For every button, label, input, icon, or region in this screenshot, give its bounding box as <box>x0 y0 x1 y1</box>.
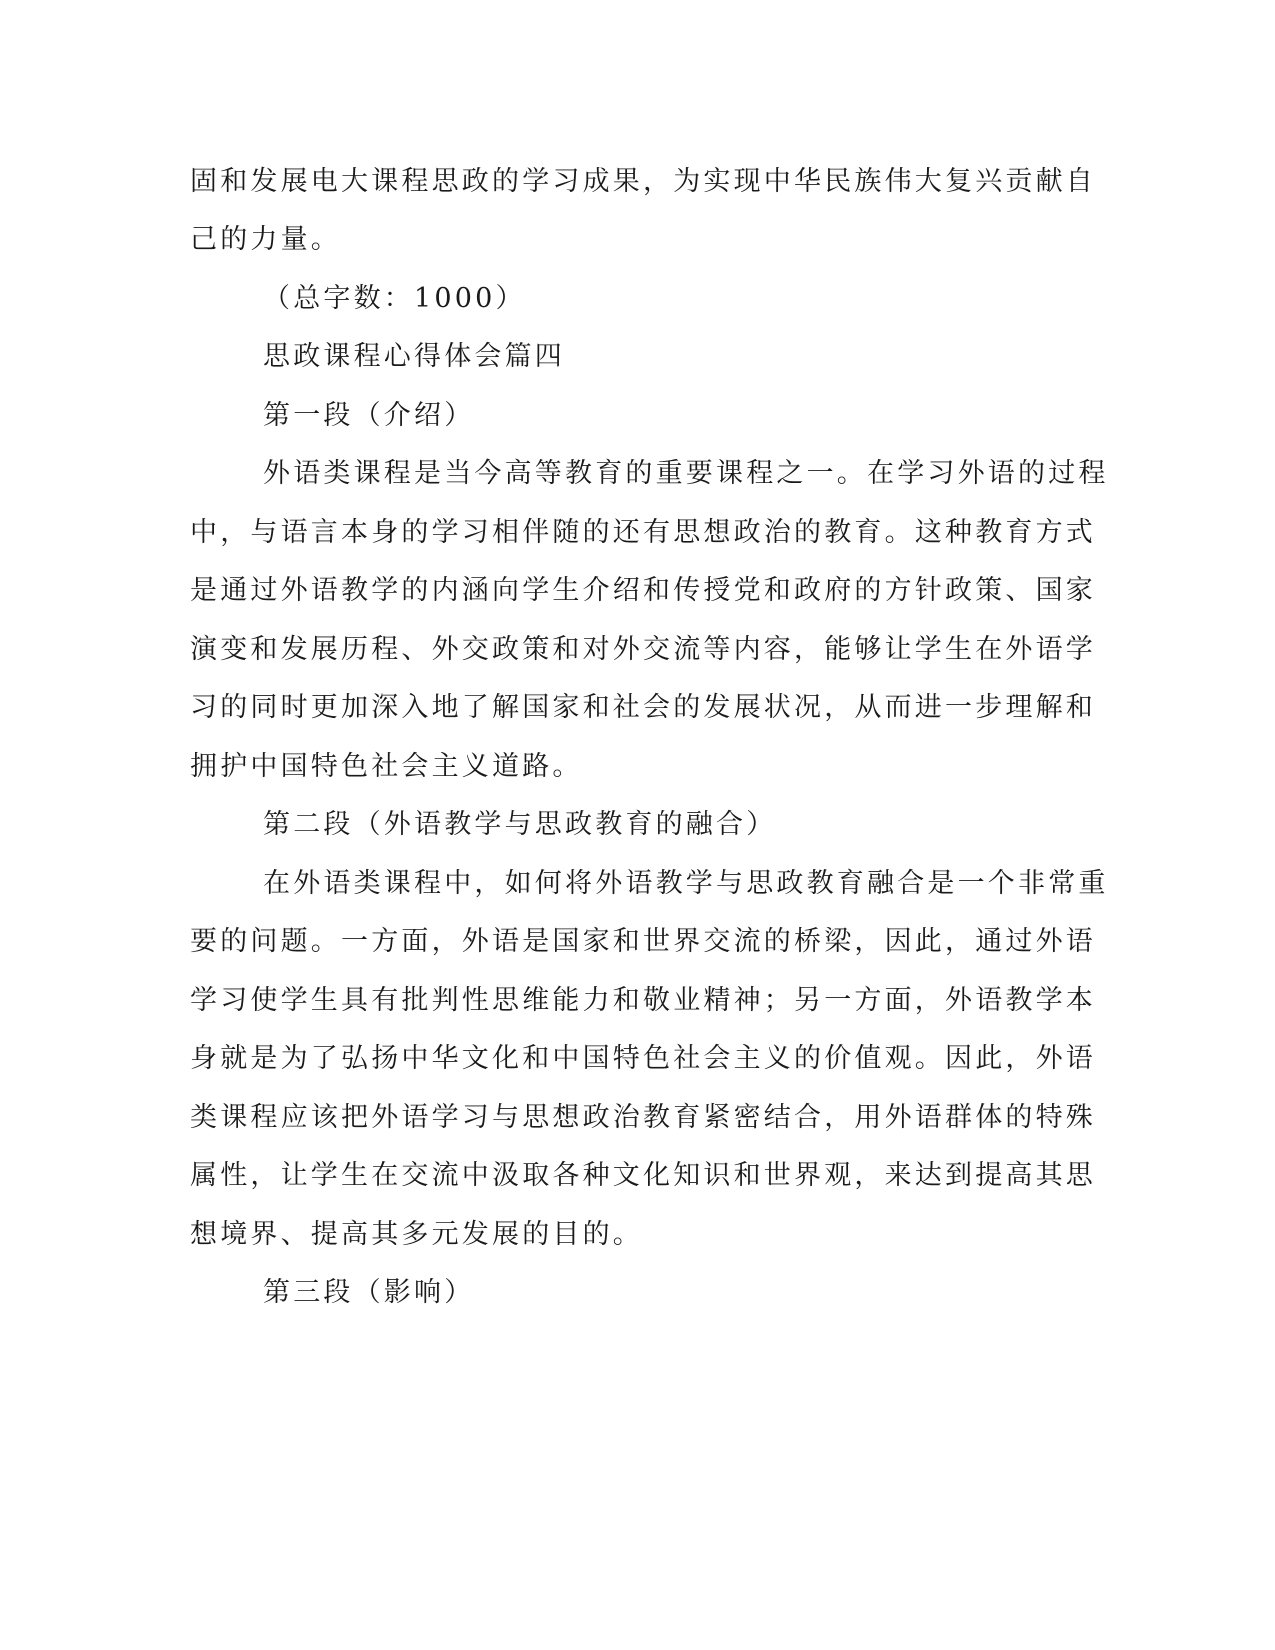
section-heading: 思政课程心得体会篇四 <box>263 341 565 372</box>
body-text-line: 是通过外语教学的内涵向学生介绍和传授党和政府的方针政策、国家 <box>190 575 1096 606</box>
body-text-line: 拥护中国特色社会主义道路。 <box>190 751 583 782</box>
body-text-line: 属性，让学生在交流中汲取各种文化知识和世界观，来达到提高其思 <box>190 1160 1096 1191</box>
body-text-line: 习的同时更加深入地了解国家和社会的发展状况，从而进一步理解和 <box>190 692 1096 723</box>
body-text-line: 要的问题。一方面，外语是国家和世界交流的桥梁，因此，通过外语 <box>190 926 1096 957</box>
paragraph-heading: 第一段（介绍） <box>263 400 475 431</box>
body-text-line: 中，与语言本身的学习相伴随的还有思想政治的教育。这种教育方式 <box>190 517 1096 548</box>
paragraph-heading: 第三段（影响） <box>263 1277 475 1308</box>
body-text-line: 在外语类课程中，如何将外语教学与思政教育融合是一个非常重 <box>263 868 1109 899</box>
body-text-line: 外语类课程是当今高等教育的重要课程之一。在学习外语的过程 <box>263 458 1109 489</box>
body-text-line: 身就是为了弘扬中华文化和中国特色社会主义的价值观。因此，外语 <box>190 1043 1096 1074</box>
body-text-line: 己的力量。 <box>190 224 341 255</box>
word-count-note: （总字数：1000） <box>263 283 526 314</box>
paragraph-heading: 第二段（外语教学与思政教育的融合） <box>263 809 777 840</box>
body-text-line: 想境界、提高其多元发展的目的。 <box>190 1219 643 1250</box>
body-text-line: 学习使学生具有批判性思维能力和敬业精神；另一方面，外语教学本 <box>190 985 1096 1016</box>
body-text-line: 固和发展电大课程思政的学习成果，为实现中华民族伟大复兴贡献自 <box>190 166 1096 197</box>
body-text-line: 演变和发展历程、外交政策和对外交流等内容，能够让学生在外语学 <box>190 634 1096 665</box>
body-text-line: 类课程应该把外语学习与思想政治教育紧密结合，用外语群体的特殊 <box>190 1102 1096 1133</box>
